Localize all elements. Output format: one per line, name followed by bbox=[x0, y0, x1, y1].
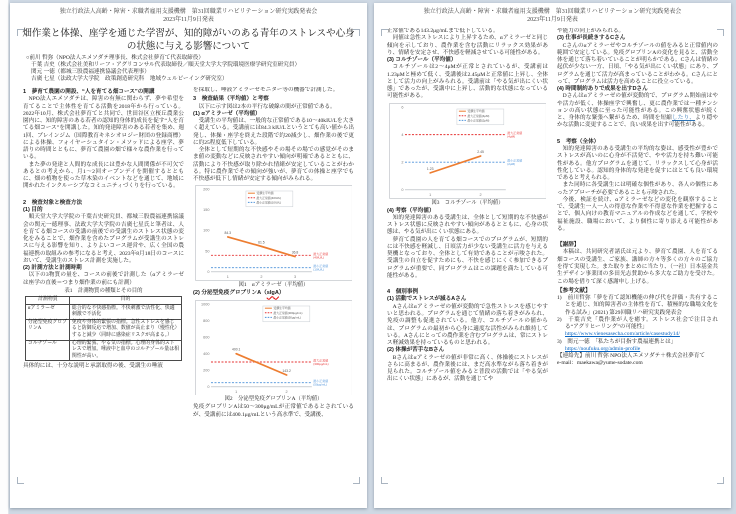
svg-text:最大正常値(40IU/L): 最大正常値(40IU/L) bbox=[256, 196, 281, 201]
text-run: (3) コルチゾール（平均値） bbox=[387, 57, 457, 64]
svg-text:200: 200 bbox=[202, 187, 210, 192]
section-heading bbox=[557, 139, 718, 146]
text-run: 今後、検証を続け、αアミラーゼなどの変化を観察することで、受講生一人一人の得意な作業や不得意な作業を把握することで、個人向けの教育マニュアルの作成などを通して、学校や福祉施設、職場において、より個性に寄り添える可能性がある。 bbox=[557, 196, 718, 232]
text-run: 本稿は、共同研究者諸氏は元より、夢育て農園、人を育てる畑コースの受講生、ご家族、講師の方々等多くの方々のご協力を得て実現した。また取りまとめに当たり、（一社）日本基金共生デザイン事業団の多田光志賛助から多大なご助力を受けた。この場を借りて深く感謝申し上げる。 bbox=[557, 249, 718, 285]
table-header: 計測物質 bbox=[26, 296, 70, 304]
body-paragraph bbox=[387, 355, 548, 384]
text-run: 知的発達障害のある受講生の平均的な姿は、感受性が豊かでストレスが高いのに心身が不活発で、やや活力を持ち難い可能性がある。他方プログラムを通じて、リラックスして心身が活性化している。認知的身体的な発達を促すにはとても良い環境であると考えられる。 bbox=[557, 145, 718, 182]
body-paragraph bbox=[557, 360, 718, 367]
body-paragraph bbox=[193, 404, 354, 419]
subsection-heading bbox=[193, 111, 354, 118]
body-paragraph bbox=[23, 96, 184, 161]
section-heading bbox=[23, 200, 184, 207]
body-paragraph bbox=[387, 237, 548, 281]
text-run: Bさんはαアミラーゼの値が非常に高く、体操後にストレスがさらに高まるが、農作業後には、まだ高水準ながら落ち着きが見られた。コルチゾール値をみると普段の活動では「やる気が出にくい状態」にあるが、活動を通じてや bbox=[387, 354, 548, 383]
text-run: 具体的には、十分な説明と承諾取得の後、受講生の唾液 bbox=[23, 363, 163, 370]
svg-text:50: 50 bbox=[204, 249, 210, 254]
figure-3-chart bbox=[387, 103, 548, 199]
body-paragraph bbox=[557, 93, 718, 129]
svg-text:(300μg/mL): (300μg/mL) bbox=[312, 361, 329, 366]
svg-text:800: 800 bbox=[202, 318, 210, 323]
spacer bbox=[387, 280, 548, 287]
text-run: NPO法人エメソダテは、障害の有無に関わらず、夢や希望を育てることで主体性を育てる活動を2018年から行っている。2022年10月、株式会社夢育てと共同で、世田谷区立桜丘農業公園内に、知的障害のある若者の認知的身体的成長を促す“人を育てる畑コース”を開講した。知的発達障害のある若者を集め、週1回、ブレインジム（国際教育キネシオロジー財団の登録商標）による体操、フォイヤーシュタイン・メソッドによる座学、夢語りの時間とともに、夢育て農園の畑で様々な農作業を行っている。 bbox=[23, 96, 184, 161]
text-run: 1) 前川哲弥「夢を育て認知機能の伸び代を評価・共有することを通じ、知的障害者の主体性を育て、積極的な職場文化を作る試み」(2021) 第29回職リハ研究実践発表会 bbox=[557, 295, 718, 316]
text-run: ○前川 哲弥（NPO法人エメソダテ理事長、株式会社夢育て代表取締役） bbox=[26, 55, 204, 61]
svg-text:最小正常値: 最小正常値 bbox=[312, 264, 328, 269]
svg-text:0: 0 bbox=[206, 270, 210, 275]
caption bbox=[387, 200, 548, 207]
text-run: 免疫グロブリンAは50〜300μg/mLが正常値であるとされているが、受講前には400.1μg/mLという高水準で、受講後、 bbox=[193, 404, 354, 418]
text-run: (1) 活動でストレスが減るAさん bbox=[387, 296, 467, 303]
table-cell: 免疫や身体的緊張の指標。急性ストレスを感じると防御反応で増加、数値が高止まり（慢性化）すると減少（同時に感染症リスクが高まる。） bbox=[70, 319, 181, 340]
subsection-heading bbox=[387, 347, 548, 354]
viewer-left-margin bbox=[0, 0, 9, 514]
body-paragraph bbox=[387, 64, 548, 100]
svg-text:最大正常値: 最大正常値 bbox=[312, 252, 328, 257]
body-paragraph bbox=[557, 353, 718, 360]
reference-item bbox=[557, 339, 718, 346]
body-paragraph bbox=[557, 43, 718, 87]
svg-text:2.45: 2.45 bbox=[476, 149, 484, 154]
body-paragraph bbox=[387, 215, 548, 237]
paper-title: 畑作業と体操、座学を通じた学習が、知的障がいのある青年のストレスや心身の状態に与える影響について bbox=[22, 29, 355, 52]
text-run: 【謝辞】 bbox=[557, 242, 580, 249]
text-run: Aさんはαアミラーゼの値が変動的で急性ストレスを感じやすいと思われる。プログラムを通じて情緒の落ち着きがみられ、免疫の調整も促進されている。他方、コルチゾールの値からは、プログラムの最初から心身に適度な活性がみられ維持している。Aさんにとっての農作業を含むプログラムは、常にストレス軽減効果を持っているものと思われる。 bbox=[387, 303, 548, 347]
inserted-text: したり、 bbox=[672, 115, 696, 122]
presentation-date: 2023年11月9日発表 bbox=[527, 17, 578, 23]
svg-text:400: 400 bbox=[202, 351, 210, 356]
svg-text:受講生平均値: 受講生平均値 bbox=[466, 108, 485, 113]
crop-mark-top-left bbox=[17, 29, 24, 36]
text-run: 表1 計測物質の種類とその目的 bbox=[64, 287, 143, 294]
svg-text:最小正常値(2μM): 最小正常値(2μM) bbox=[466, 118, 489, 123]
body-paragraph bbox=[557, 146, 718, 182]
text-run: https://noufuku.org/admin-profile bbox=[565, 345, 641, 352]
svg-text:最小正常値(10IU/L): 最小正常値(10IU/L) bbox=[256, 200, 281, 205]
section-heading bbox=[193, 96, 354, 103]
text-run: 夢育て農園の人を育てる畑コースでのプログラムが、短期的には不快感を軽減し、日頃活力が少ない受講生に活力を与える契機となっており、全体として有効であることが示唆された。受講生の自立を促すためにも、不快を感じにくく参加できるプログラムが重要で、同プログラムはこの課題を満たしている可能性がある。 bbox=[387, 236, 548, 279]
reference-item bbox=[557, 317, 718, 332]
svg-text:61.5: 61.5 bbox=[257, 240, 265, 245]
body-paragraph bbox=[387, 304, 548, 348]
text-run: (1) 目的 bbox=[23, 206, 43, 213]
page2-column-left bbox=[387, 28, 548, 472]
table-row bbox=[26, 319, 181, 340]
crop-mark-top-right bbox=[353, 29, 360, 36]
spacer bbox=[557, 130, 718, 137]
svg-text:最大正常値(4μM): 最大正常値(4μM) bbox=[466, 113, 489, 118]
caption bbox=[193, 396, 354, 403]
text-run: 3) 関元一徳 「私たちが目指す農福連携とは」 bbox=[557, 338, 677, 345]
page-2 bbox=[374, 3, 731, 508]
body-paragraph bbox=[23, 214, 184, 265]
svg-text:1000: 1000 bbox=[200, 301, 210, 306]
text-run: 以下の3物質の量を、コースの前後で計測した（αアミラーゼは座学の直後＝つまり畑作業の前にも計測） bbox=[23, 272, 184, 286]
text-run: 図2 分泌型免疫グロブリンA（平均値） bbox=[224, 396, 323, 403]
text-run: (2) 体操が苦手なBさん bbox=[387, 347, 445, 354]
body-paragraph bbox=[193, 87, 354, 94]
svg-text:最小正常値: 最小正常値 bbox=[506, 158, 522, 163]
svg-text:3: 3 bbox=[293, 275, 296, 280]
svg-text:1: 1 bbox=[226, 275, 229, 280]
section-heading bbox=[557, 288, 718, 295]
svg-text:143.2: 143.2 bbox=[281, 368, 291, 373]
table-row bbox=[26, 305, 181, 320]
author-line bbox=[26, 62, 367, 69]
svg-text:600: 600 bbox=[202, 335, 210, 340]
figure-2-chart bbox=[193, 300, 354, 396]
svg-text:400.1: 400.1 bbox=[231, 347, 241, 352]
caption bbox=[23, 288, 184, 295]
body-paragraph bbox=[23, 162, 184, 191]
author-list bbox=[26, 55, 367, 83]
svg-text:1: 1 bbox=[428, 192, 431, 197]
table-cell: 心理的緊張、やる気の指標。心理的身体的ストレスで増加。唾液中と血中のコルチゾール量は相関性が高い。 bbox=[70, 340, 181, 361]
table-cell: コルチゾール bbox=[26, 340, 70, 361]
text-run: 【参考文献】 bbox=[557, 287, 591, 294]
svg-text:受講生平均値: 受講生平均値 bbox=[272, 305, 291, 310]
svg-text:2: 2 bbox=[479, 192, 482, 197]
text-run: 受講生の平均値は、一般的な正常値である10〜40kIU/Lを大きく超えている。受講前には84.3 kIU/Lというとても高い値から出発し、体操・座学を終えた段階で約20減少し、畑作業の後で更に約25程度低下している。 bbox=[193, 118, 354, 146]
svg-text:2: 2 bbox=[259, 275, 263, 280]
subsection-heading bbox=[557, 35, 718, 42]
text-run: (4) 考察（平均値） bbox=[387, 207, 435, 214]
table-cell: αアミラーゼ bbox=[26, 305, 70, 320]
text-run: コルチゾールは2〜4μMが正常とされているが、受講前は1.23μMと極めて低く、受講後は2.45μMと正常値に上昇し、全体として活力の向上がみられる。受講前は「やる気が出にくい状態」であったが、受講中に上昇し、活動的な状態になっている可能性がある。 bbox=[387, 64, 548, 100]
text-run: 4 個別事例 bbox=[387, 289, 419, 296]
crop-mark-top-right bbox=[717, 29, 724, 36]
body-paragraph bbox=[193, 104, 354, 111]
svg-text:0: 0 bbox=[206, 384, 210, 389]
caption bbox=[193, 282, 354, 289]
crop-mark-top-left bbox=[381, 29, 388, 36]
svg-text:受講生平均値: 受講生平均値 bbox=[256, 191, 274, 196]
body-paragraph bbox=[23, 363, 184, 370]
svg-text:最大正常値: 最大正常値 bbox=[506, 130, 522, 135]
svg-text:150: 150 bbox=[202, 208, 210, 213]
body-paragraph bbox=[557, 249, 718, 285]
text-run: 千葉 吉史（株式会社美和リーフ・アグリコンサル代表取締役／順天堂大学大学院環境医療学研究室研究員） bbox=[31, 62, 301, 68]
text-run: 【連絡先】前川 哲弥 NPO法人エメソダテ＋株式会社夢育て bbox=[557, 353, 706, 360]
text-run: e-mail：maekawa@yume-sodate.com bbox=[557, 360, 643, 367]
subsection-heading bbox=[193, 290, 354, 297]
text-run: 吉廣 七星（法政大学大学院 政策創造研究科 地域ウェルビーイング研究室） bbox=[31, 76, 228, 82]
text-run: (1) αアミラーゼ（平均値） bbox=[193, 110, 261, 117]
measurement-table bbox=[25, 296, 181, 361]
page1-column-right bbox=[193, 87, 354, 459]
crop-mark-bottom-right bbox=[353, 477, 360, 484]
author-line bbox=[26, 55, 367, 62]
text-run: また同時に各受講生には明確な個性があり、各人の個性にあったアプローチが必要であることも示唆された。 bbox=[557, 182, 718, 196]
spacer bbox=[557, 233, 718, 240]
text-run: 図3 コルチゾール（平均値） bbox=[431, 199, 504, 206]
text-run: 以下に示す図は2本の平行な破線の間が正常値である。 bbox=[198, 103, 336, 110]
text-run: 同値は急性ストレスにより上昇するため、αアミラーゼと同じ傾向を示しており、農作業を含む活動にリラックス効果があり、情緒を安定させ、不快感を軽減させている可能性がある。 bbox=[387, 35, 548, 56]
text-run: 順天堂大学大学院の千葉吉史研究員、都城三股農福連携協議会の関元一徳理事、法政大学大学院の吉廣七星氏と筆者は、人を育てる畑コースの受講の前後での受講生のストレス状態の変化をみることで、畑作業を含めたプログラムが受講生のストレスに与える影響を知り、よりよいコース運営や、広く全国の農福連携の取組みの参考になると考え、2023年8月18日のコースにおいて、受講生のストレス計測を実施した。 bbox=[23, 214, 184, 264]
text-run: https://www.vienesasecha.com/article/casestudy14/ bbox=[565, 331, 680, 338]
spellcheck-flagged-text: sIgA bbox=[266, 290, 279, 297]
text-run: (2) 分泌型免疫グロブリンA（ bbox=[193, 290, 267, 297]
body-paragraph bbox=[193, 118, 354, 147]
svg-text:2: 2 bbox=[285, 389, 288, 394]
svg-text:(4μM): (4μM) bbox=[506, 134, 515, 139]
body-paragraph bbox=[557, 182, 718, 197]
table-row bbox=[26, 340, 181, 361]
svg-text:(50μg/mL): (50μg/mL) bbox=[312, 382, 327, 387]
text-run: 図1 αアミラーゼ（平均値） bbox=[238, 282, 309, 289]
page1-body bbox=[10, 87, 367, 459]
text-run: 正常値である143.2μg/mLまで低下している。 bbox=[387, 28, 499, 34]
svg-text:36.8: 36.8 bbox=[291, 251, 298, 256]
text-run: Dさんはαアミラーゼの値が変動的で、プログラム開始前はやや活力が低く、体操座学で興奮し、更に農作業では一種テンションの高い状態に至った可能性がある。この興奮状態が続くと、身体的な緊張へ繋がるため、時間を短縮 bbox=[557, 93, 718, 122]
page2-column-right bbox=[557, 28, 718, 472]
crop-mark-bottom-left bbox=[17, 477, 24, 484]
table-header: 目的 bbox=[70, 296, 181, 304]
svg-text:6: 6 bbox=[400, 104, 404, 109]
svg-text:1: 1 bbox=[234, 389, 237, 394]
svg-text:84.3: 84.3 bbox=[224, 231, 231, 236]
reference-item bbox=[557, 295, 718, 317]
svg-text:0: 0 bbox=[400, 187, 404, 192]
text-run: 3 検査結果（平均値）と考察 bbox=[193, 96, 269, 103]
page-1 bbox=[10, 3, 367, 508]
page1-column-left bbox=[23, 87, 184, 459]
spacer bbox=[23, 191, 184, 198]
text-run: や能力の向上がみられる。 bbox=[557, 28, 625, 34]
svg-text:最小正常値: 最小正常値 bbox=[312, 378, 328, 383]
svg-text:(40IU/L): (40IU/L) bbox=[312, 255, 324, 260]
subsection-heading bbox=[387, 296, 548, 303]
text-run: (3) 仕事が長続きするCさん bbox=[557, 35, 626, 42]
svg-text:(2μM): (2μM) bbox=[506, 161, 515, 166]
page-header bbox=[10, 3, 367, 24]
figure-1-chart bbox=[193, 185, 354, 281]
presentation-date: 2023年11月9日発表 bbox=[163, 17, 214, 23]
table-cell: 分泌型免疫グロブリンA bbox=[26, 319, 70, 340]
svg-text:2: 2 bbox=[400, 160, 404, 165]
page2-body bbox=[374, 28, 731, 472]
body-paragraph bbox=[23, 272, 184, 287]
text-run: (4) 時間制約ありで成果を出すDさん bbox=[557, 86, 648, 93]
page-header bbox=[374, 3, 731, 24]
text-run: 知的発達障害のある受講生は、全体として短期的な不快感がストレス状態に反映されやすい傾向があるとともに、心身の状態は、やる気が出にくい状態にある。 bbox=[387, 214, 548, 236]
table-cell: 総合的な不快感指標。不快刺激で活性化、快適刺激で不活化 bbox=[70, 305, 181, 320]
svg-text:最大正常値(300μg/mL): 最大正常値(300μg/mL) bbox=[272, 310, 303, 315]
crop-mark-bottom-right bbox=[717, 477, 724, 484]
body-paragraph bbox=[387, 35, 548, 57]
text-run: 2 検査対象と検査方法 bbox=[23, 199, 83, 206]
body-paragraph bbox=[193, 147, 354, 183]
conference-name: 独立行政法人高齢・障害・求職者雇用支援機構 第31回職業リハビリテーション研究実践発表会 bbox=[59, 9, 318, 15]
reference-link[interactable] bbox=[557, 331, 718, 338]
svg-text:1.23: 1.23 bbox=[426, 166, 434, 171]
text-run: より穏やかな活動に変更することで、良い成果を出す可能性がある。 bbox=[557, 115, 718, 129]
svg-text:最小正常値(50μg/mL): 最小正常値(50μg/mL) bbox=[272, 314, 301, 319]
text-run: を採取し、唾液アミラーゼモニター等の機器で計測した。 bbox=[193, 87, 339, 93]
author-line bbox=[26, 76, 367, 83]
svg-text:(10IU/L): (10IU/L) bbox=[312, 268, 324, 273]
text-run: 関元 一徳（都城三股農福連携協議会代表理事） bbox=[31, 69, 150, 75]
text-run: 2) 千葉吉史「農作業が人を癒す。ストレス社会で注目される“アグリヒーリング”の可能性」 bbox=[557, 316, 718, 331]
crop-mark-bottom-left bbox=[381, 477, 388, 484]
svg-text:最大正常値: 最大正常値 bbox=[312, 358, 328, 363]
body-paragraph bbox=[557, 197, 718, 233]
svg-text:4: 4 bbox=[400, 132, 404, 137]
text-run: 全体として短期的な不快感やその場その場での感覚がそのまま値の変動などに反映されやすい傾向が明確であるとともに、活動により不快感が取り除かれ情緒が安定していることがわかる。特に農作業でその傾向が強いが、夢育ての体操と座学でも不快感が低下し情緒が安定する傾向がみられる。 bbox=[193, 147, 354, 183]
svg-text:100: 100 bbox=[202, 229, 210, 234]
text-run: ） bbox=[278, 290, 285, 297]
subsection-heading bbox=[387, 208, 548, 215]
svg-text:200: 200 bbox=[202, 368, 210, 373]
author-line bbox=[26, 69, 367, 76]
text-run: 1 夢育て農園の開設、“人を育てる畑コース”の開講 bbox=[23, 89, 155, 95]
text-run: Cさんのαアミラーゼやコルチゾールの値をみると正常値内の範囲で安定している。免疫グロブリンAの変化を見ると、活動全体を通じて落ち着いていることが明らかである。Cさんは情緒の起伏が少ない一方、日頃、「やる気が出にくい状態」にあり、プログラムを通じて活力が高まっていることがわかる。Cさんにとって、プログラムは活力を高めることに役立っている。 bbox=[557, 42, 718, 85]
text-run: 5 考察（全体） bbox=[557, 138, 600, 145]
text-run: (2) 計測方法と計測時期 bbox=[23, 265, 82, 272]
text-run: また夢の発達と人間的な成長には豊かな人間関係が不可欠であるとの考えから、月1〜2回オープンデイを開催するとともに、畑の植物を使った草木染のイベントなどを通じて、地域に開かれたインクルーシブなコミュニティづくりを行っている。 bbox=[23, 161, 184, 190]
conference-name: 独立行政法人高齢・障害・求職者雇用支援機構 第31回職業リハビリテーション研究実践発表会 bbox=[423, 9, 682, 15]
